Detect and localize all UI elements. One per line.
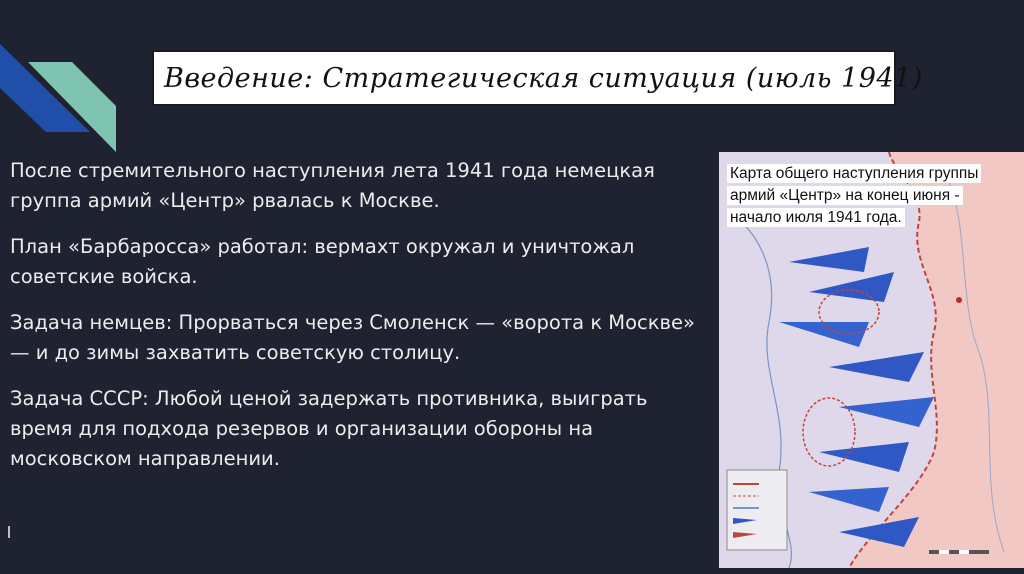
map-caption-text: Карта общего наступления группы армий «Центр» на конец июня - начало июля 1941 года. [727, 164, 981, 227]
paragraph-1: После стремительного наступления лета 1941 года немецкая группа армий «Центр» рвалась к Москве. [10, 159, 655, 212]
paragraph-4: Задача СССР: Любой ценой задержать противника, выиграть время для подхода резервов и организации обороны на московском направлении. [10, 387, 648, 470]
map-caption [727, 163, 985, 229]
slide-title: Введение: Стратегическая ситуация (июль 1941) [164, 62, 923, 94]
paragraph-2: План «Барбаросса» работал: вермахт окружал и уничтожал советские войска. [10, 235, 635, 288]
text-cursor-mark [8, 526, 10, 538]
paragraph-3: Задача немцев: Прорваться через Смоленск — «ворота к Москве» — и до зимы захватить советскую столицу. [10, 311, 695, 364]
corner-decoration [0, 0, 130, 160]
title-box [152, 50, 923, 106]
body-text [10, 156, 710, 490]
